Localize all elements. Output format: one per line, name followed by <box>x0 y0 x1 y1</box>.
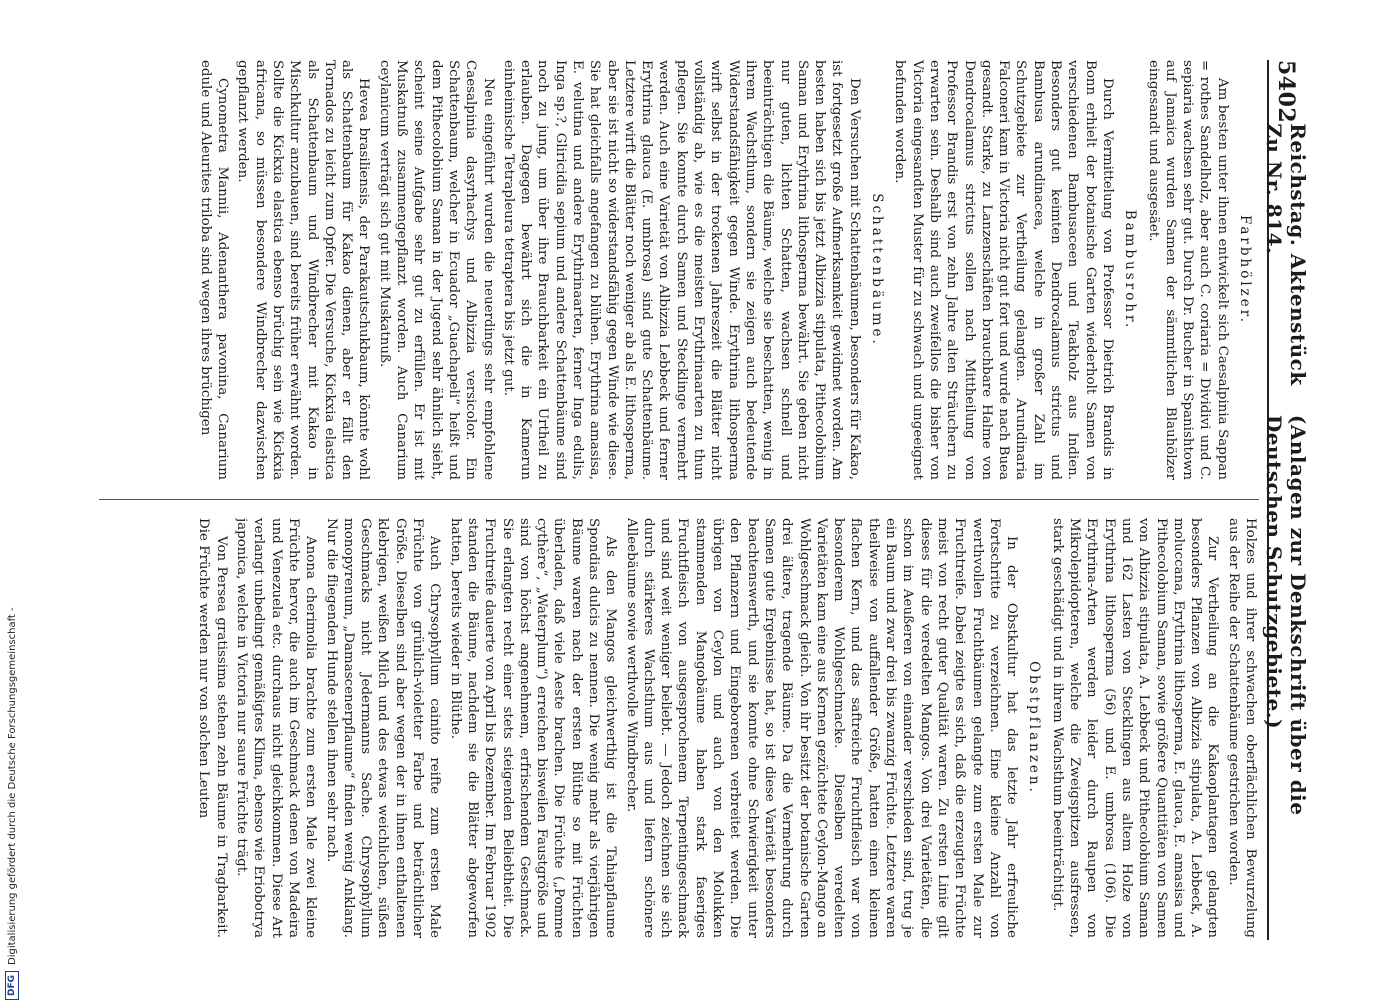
paragraph: Am besten unter ihnen entwickelt sich Caesalpinia Sappan = rothes Sandelholz, aber auch C. coriaria = Dividivi und C. sepiaria wachsen sehr gut. Durch Dr. Bucher in Spanishtown auf Jamaica wurden Samen der sämmtlichen Blauhölzer eingesandt und ausgesäet. <box>1145 60 1230 480</box>
header-title-right: (Anlagen zur Denkschrift über die Deutschen Schutzgebiete.) <box>1262 414 1310 816</box>
digitization-note-text: Digitalisierung gefördert durch die Deutsche Forschungsgemeinschaft - <box>6 607 18 965</box>
page-number: 5402 <box>1273 60 1299 124</box>
section-heading: Farbhölzer. <box>1237 214 1253 326</box>
right-column <box>99 518 1259 938</box>
section-heading: Bambusrohr. <box>1122 209 1139 331</box>
paragraph: Neu eingeführt wurden die neuerdings sehr empfohlene Caesalpinia dasyrhachys und Albizzia versicolor. Ein Schattenbaum, welcher in Ecuador „Guachapeli“ heißt und dem Pithecolobium Saman in der Jugend sehr ähnlich sieht, scheint seine Aufgabe sehr gut zu erfüllen. Er ist mit Muskatnuß zusammengepflanzt worden. Auch Canarium ceylanicum verträgt sich gut mit Muskatnuß. <box>376 60 496 480</box>
paragraph: In der Obstkultur hat das letzte Jahr erfreuliche Fortschritte zu verzeichnen. Eine kleine Anzahl von werthvollen Fruchtbäumen gelangte zum ersten Male zur Fruchtreife. Dabei zeigte es sich, daß die erzeugten Früchte meist von recht guter Qualität waren. Zu ersten Linie gilt dieses für die veredelten Mangos. Von drei Varietäten, die schon im Aeußeren von einander verschieden sind, trug je ein Baum und zwar drei bis zwanzig Früchte. Letztere waren theilweise von auffallender Größe, hatten einen kleinen flachen Kern, und das saftreiche Fruchtfleisch war von besonderem Wohlgeschmacke. Dieselben veredelten Varietäten kam eine aus Kernen gezüchtete Ceylon-Mango an Wohlgeschmack gleich. Von ihr besitzt der botanische Garten drei ältere, tragende Bäume. Da die Vermehrung durch Samen gute Ergebnisse hat, so ist diese Varietät besonders beachtenswerth, und sie konnte ohne Schwierigkeit unter den Pflanzern und Eingeborenen verbreitet werden. Die übrigen von Ceylon und auch von den Molukken stammenden Mangobäume haben stark faseriges Fruchtfleisch von ausgesprochenem Terpentingeschmack und sind weit weniger beliebt. — Jedoch zeichnen sie sich durch stärkeres Wachsthum aus und liefern schönere Alleebäume sowie werthvolle Windbrecher. <box>623 518 1020 938</box>
paragraph: Als den Mangos gleichwerthig ist die Tahiapflaume Spondias dulcis zu nennen. Die wenig mehr als vierjährigen Bäume waren nach der ersten Blüthe so mit Früchten überladen, daß viele Aeste brachen. Die Früchte („Pomme cythère“, „Waterplum“) erreichen bisweilen Faustgröße und sind von höchst angenehmem, erfrischendem Geschmack. Sie erlangten recht einer stets steigenden Beliebtheit. Die Fruchtreife dauerte von April bis Dezember. Im Februar 1902 standen die Bäume, nachdem sie die Blätter abgeworfen hatten, bereits wieder in Blüthe. <box>447 518 619 938</box>
paragraph: Zur Vertheilung an die Kakaoplantagen gelangten besonders Pflanzen von Albizzia stipulata, A. Lebbeck, A. moluccana, Erythrina lithosperma, E. glauca, E. amasisa und Pithecolobium Saman, sowie größere Quantitäten von Samen von Albizzia stipulata, A. Lebbeck und Pithecolobium Saman und 162 Lasten von Stecklingen aus altem Holze von Erythrina lithosperma (56) und E. umbrosa (106). Die Erythrina-Arten werden leider durch Raupen von Mikrolepidopteren, welche die Zweigspitzen ausfressen, stark geschädigt und in ihrem Wachsthum beeinträchtigt. <box>1049 518 1221 938</box>
column-divider <box>99 499 1259 500</box>
paragraph: Auch Chrysophyllum cainito reifte zum ersten Male Früchte von grünlich-violetter Farbe und beträchtlicher Größe. Dieselben sind aber wegen der in ihnen enthaltenen klebrigen, weißen Milch und des etwas weichlichen, süßen Geschmacks nicht Jedermanns Sache. Chrysophyllum monopyrenum, „Damascenerpflaume“ finden wenig Anklang. Nur die fliegenden Hunde stellen ihnen sehr nach. <box>323 518 443 938</box>
paragraph: Cynometra Mannii, Adenanthera pavonina, Canarium edule und Aleurites triloba sind wegen ihres brüchigen <box>197 60 231 480</box>
paragraph: Holzes und ihrer schwachen oberflächlichen Bewurzelung aus der Reihe der Schattenbäume gestrichen worden. <box>1225 518 1258 938</box>
left-column <box>99 60 1259 480</box>
rotated-page-content <box>93 60 1310 940</box>
dfg-logo: DFG <box>5 971 19 1000</box>
paragraph: Anona cherimolia brachte zum ersten Male zwei kleine Früchte hervor, die auch im Geschmack denen von Madeira und Venezuela etc. durchaus nicht gleichkommen. Diese Art verlangt unbedingt gemäßigtes Klima, ebenso wie Eriobotrya japonica, welche in Victoria nur saure Früchte trägt. <box>234 518 319 938</box>
section-heading: Obstpflanzen. <box>1026 661 1043 795</box>
paragraph: Den Versuchen mit Schattenbäumen, besonders für Kakao, ist fortgesetzt große Aufmerksamkeit gewidmet worden. Am besten haben sich bis jetzt Albizzia stipulata, Pithecolobium Saman und Erythrina lithosperma bewährt. Sie geben nicht nur guten, lichten Schatten, wachsen schnell und beeinträchtigen die Bäume, welche sie beschatten, wenig in ihrem Wachsthum, sondern sie zeigen auch bedeutende Widerstandsfähigkeit gegen Winde. Erythrina lithosperma wirft selbst in der trockenen Jahreszeit die Blätter nicht vollständig ab, wie es die meisten Erythrinaarten zu thun pflegen. Sie konnte durch Samen und Stecklinge vermehrt werden. Auch eine Varietät von Albizzia Lebbeck und ferner Erythrina glauca (E. umbrosa) sind gute Schattenbäume. Letztere wirft die Blätter noch weniger ab als E. lithosperma, aber sie ist nicht so widerstandsfähig gegen Winde wie diese. Sie hat gleichfalls angefangen zu blühen. Erythrina amasisa, E. velutina und andere Erythrinaarten, ferner Inga edulis, Inga sp.?, Gliricidia sepium und andere Schattenbäume sind noch zu jung, um über ihre Brauchbarkeit ein Urtheil zu erlauben. Dagegen bewährt sich die in Kamerun einheimische Tetrapleura tetraptera bis jetzt gut. <box>500 60 862 480</box>
section-heading: Schattenbäume. <box>869 193 886 347</box>
digitization-note <box>2 0 22 1000</box>
paragraph: Von Persea gratissima stehen zehn Bäume in Tragbarkeit. Die Früchte werden nur von solchen Leuten <box>196 518 229 938</box>
page-header <box>1262 60 1310 940</box>
header-title-left: Reichstag. Aktenstück Zu Nr. 814. <box>1262 123 1310 386</box>
paragraph: Durch Vermittelung von Professor Dietrich Brandis in Bonn erhielt der botanische Garten wiederholt Samen von verschiedenen Bambusaceen und Teakholz aus Indien. Besonders gut keimten Dendrocalamus strictus und Bambusa arundinacea, welche in großer Zahl im Schutzgebiete zur Vertheilung gelangten. Arundinaria Falconeri kam in Victoria nicht gut fort und wurde nach Buea gesandt. Starke, zu Lanzenschäften brauchbare Halme von Dendrocalamus strictus sollen nach Mittheilung von Professor Brandis erst von zehn Jahre alten Sträuchern zu erwarten sein. Deshalb sind auch zweifellos die bisher von Victoria eingesandten Muster für zu schwach und ungeeignet befunden worden. <box>892 60 1115 480</box>
paragraph: Hevea brasiliensis, der Parakautschukbaum, könnte wohl als Schattenbaum für Kakao dienen, aber er fällt den Tornados zu leicht zum Opfer. Die Versuche, Kickxia elastica als Schattenbaum und Windbrecher mit Kakao in Mischkultur anzubauen, sind bereits früher erwähnt worden. Sollte die Kickxia elastica ebenso brüchig sein wie Kickxia africana, so müssen besondere Windbrecher dazwischen gepflanzt werden. <box>235 60 372 480</box>
